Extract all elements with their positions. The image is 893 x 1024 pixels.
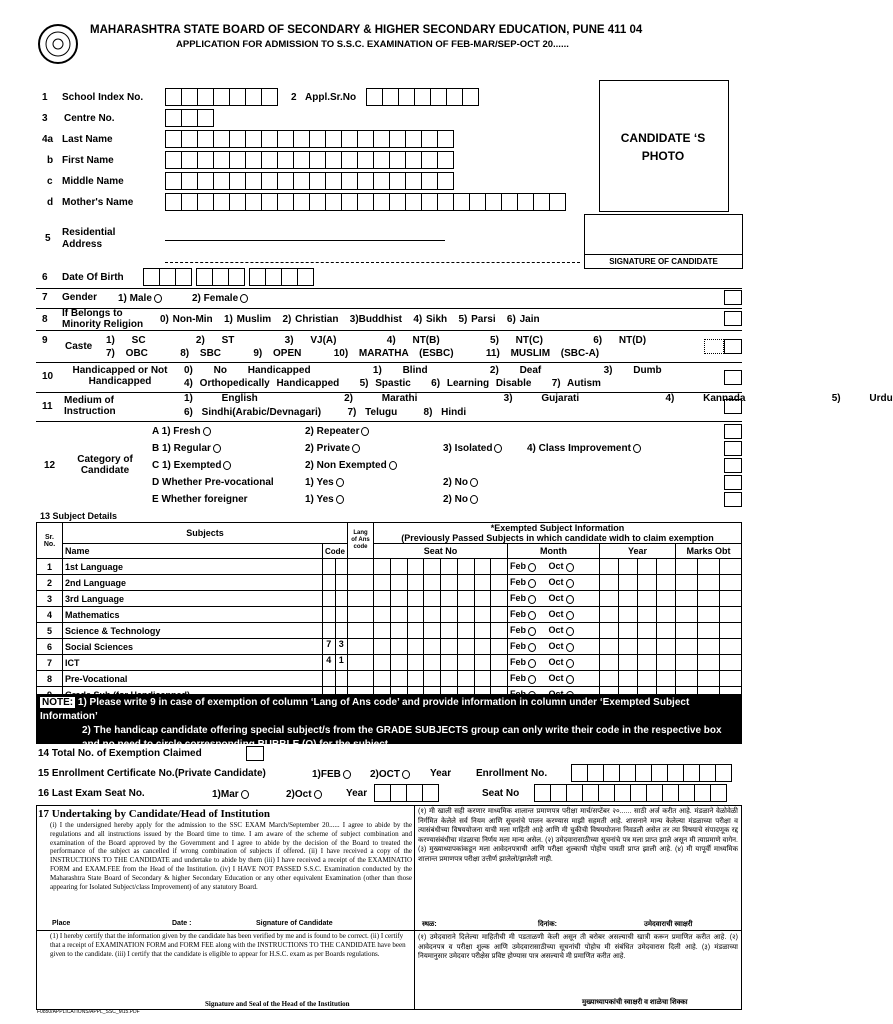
- seat-cell[interactable]: [374, 639, 508, 655]
- cat-box-e[interactable]: [724, 492, 742, 507]
- subject-n: 1: [37, 559, 63, 575]
- minority-box[interactable]: [724, 311, 742, 326]
- seal-icon: [40, 26, 76, 62]
- bubble-icon[interactable]: [389, 461, 397, 470]
- code-digit[interactable]: [323, 623, 336, 638]
- num-8: 8: [42, 314, 48, 325]
- subject-name: 1st Language: [63, 559, 323, 575]
- seat-cell[interactable]: [374, 607, 508, 623]
- minority-options[interactable]: 0) Non-Min 1) Muslim 2) Christian 3)Buddhist 4) Sikh 5) Parsi 6) Jain: [160, 314, 540, 325]
- code-digit[interactable]: [323, 607, 336, 622]
- address-line-1[interactable]: [165, 240, 445, 241]
- note-label: NOTE:: [42, 697, 74, 708]
- code-cell[interactable]: [323, 671, 348, 687]
- note-1: 1) Please write 9 in case of exemption of column ‘Lang of Ans code’ and provide information in column under ‘Exempted Subject Information’: [40, 697, 690, 722]
- code-digit[interactable]: [336, 671, 348, 686]
- cat-box-d[interactable]: [724, 475, 742, 490]
- caste-label: Caste: [65, 341, 93, 352]
- gender-label: Gender: [62, 292, 98, 303]
- bubble-icon[interactable]: [352, 444, 360, 453]
- dob-boxes[interactable]: [143, 268, 313, 286]
- month-cell[interactable]: Feb Oct: [508, 671, 600, 687]
- code-cell[interactable]: [323, 591, 348, 607]
- seat-year-label: Year: [346, 788, 368, 799]
- address-line-2[interactable]: [165, 262, 580, 263]
- gender-box[interactable]: [724, 290, 742, 305]
- code-cell[interactable]: [323, 639, 348, 655]
- exemption-count-label: 14 Total No. of Exemption Claimed: [38, 748, 202, 759]
- seat-mar[interactable]: 1)Mar: [212, 789, 249, 800]
- seat-year-boxes[interactable]: [374, 784, 438, 802]
- cat-a2[interactable]: 2) Repeater: [305, 426, 369, 437]
- address-label: Residential Address: [62, 227, 116, 250]
- cat-d: D Whether Pre-vocational: [152, 477, 274, 488]
- bubble-icon[interactable]: [566, 595, 574, 604]
- place-marathi: स्थळ:: [422, 921, 437, 928]
- month-cell[interactable]: Feb Oct: [508, 591, 600, 607]
- lang-cell[interactable]: [348, 559, 374, 575]
- subject-n: 5: [37, 623, 63, 639]
- bubble-icon[interactable]: [528, 563, 536, 572]
- note-box: [36, 694, 742, 750]
- cat-b3[interactable]: 3) Isolated: [443, 443, 502, 454]
- lang-cell[interactable]: [348, 623, 374, 639]
- last-name-label: Last Name: [62, 134, 113, 145]
- seal-marathi: मुख्याध्यापकांची स्वाक्षरी व शाळेचा शिक्का: [582, 999, 688, 1006]
- bubble-icon[interactable]: [566, 659, 574, 668]
- num-10: 10: [42, 371, 54, 382]
- bubble-icon[interactable]: [470, 478, 478, 487]
- board-seal: [38, 24, 78, 64]
- row-divider: [36, 421, 742, 422]
- code-digit[interactable]: 1: [338, 655, 344, 665]
- dob-label: Date Of Birth: [62, 272, 124, 283]
- enroll-feb[interactable]: 1)FEB: [312, 769, 351, 780]
- subject-n: 6: [37, 639, 63, 655]
- year-cell[interactable]: [600, 559, 676, 575]
- year-cell[interactable]: [600, 591, 676, 607]
- marks-cell[interactable]: [676, 591, 742, 607]
- subject-n: 4: [37, 607, 63, 623]
- candidate-sign-label: Signature of Candidate: [256, 920, 333, 927]
- lang-header: Lang of Ans code: [348, 523, 374, 559]
- marks-header: Marks Obt: [676, 544, 742, 559]
- signature-label: SIGNATURE OF CANDIDATE: [585, 254, 742, 266]
- num-3: 3: [42, 113, 48, 124]
- enroll-no-label: Enrollment No.: [476, 768, 548, 779]
- year-cell[interactable]: [600, 607, 676, 623]
- appl-no-label: Appl.Sr.No: [305, 92, 357, 103]
- code-digit[interactable]: [323, 591, 336, 606]
- marks-cell[interactable]: [676, 671, 742, 687]
- bubble-icon[interactable]: [566, 611, 574, 620]
- bubble-icon[interactable]: [213, 444, 221, 453]
- code-digit[interactable]: [336, 559, 348, 574]
- lang-cell[interactable]: [348, 575, 374, 591]
- seat-cell[interactable]: [374, 591, 508, 607]
- num-d: d: [47, 197, 54, 208]
- exemption-count-box[interactable]: [246, 746, 264, 761]
- cat-a1[interactable]: A 1) Fresh: [152, 426, 211, 437]
- seat-cell[interactable]: [374, 655, 508, 671]
- subject-name: Science & Technology: [63, 623, 323, 639]
- category-label: Category of Candidate: [77, 454, 133, 476]
- marks-cell[interactable]: [676, 639, 742, 655]
- cat-b1[interactable]: B 1) Regular: [152, 443, 221, 454]
- bubble-icon[interactable]: [528, 643, 536, 652]
- row-divider: [36, 930, 414, 931]
- middle-name-boxes[interactable]: [165, 172, 453, 190]
- bubble-icon[interactable]: [336, 495, 344, 504]
- middle-name-label: Middle Name: [62, 176, 124, 187]
- cat-box-b[interactable]: [724, 441, 742, 456]
- cat-b2[interactable]: 2) Private: [305, 443, 360, 454]
- sr-header: Sr. No.: [37, 523, 63, 559]
- cat-b4[interactable]: 4) Class Improvement: [527, 443, 641, 454]
- code-cell[interactable]: [323, 623, 348, 639]
- footer-code: F0850/APPLICATIONS/APPL_SSC_M15.PDF: [37, 1009, 140, 1015]
- cat-box-c[interactable]: [724, 458, 742, 473]
- table-row: [37, 655, 742, 671]
- seat-cell[interactable]: [374, 671, 508, 687]
- undertaking-body: (i) I the undersigned hereby apply for the admission to the SSC EXAM March/September 20...... I agree to abide by the regulations and all instructions issued by the Board time to time. I am aware of the scheme of subject combination and examination of the Board approved by the Government and I agree to abide by the decision of the Board to treated the performance of the subject as cancelled if wrong combination of subjects if offered. (ii) I have received a copy of the INSTRUCTIONS TO THE CANDIDATE and undertake to abide by them (iii) I have received a receipt of the EXAMINATIO FORM and EXAM.FEE from the Head of the Institution. (iv) I HAVE NOT PASSED S.S.C. Examination conducted by the Maharashtra State Board of Secondary & higher Secondary Education or any other equivalent Examination (other than those appearing for Isolated Subject/class Improvement) of any statutory Board.: [50, 821, 412, 891]
- subject-name: Social Sciences: [63, 639, 323, 655]
- subject-name: ICT: [63, 655, 323, 671]
- lang-cell[interactable]: [348, 671, 374, 687]
- bubble-icon[interactable]: [566, 627, 574, 636]
- exempt-header: *Exempted Subject Information: [490, 523, 625, 533]
- row-divider: [36, 330, 742, 331]
- bubble-icon[interactable]: [336, 478, 344, 487]
- last-name-boxes[interactable]: [165, 130, 453, 148]
- mother-name-boxes[interactable]: [165, 193, 565, 211]
- bubble-icon[interactable]: [240, 294, 248, 303]
- caste-box-2[interactable]: [724, 339, 742, 354]
- lang-cell[interactable]: [348, 591, 374, 607]
- month-cell[interactable]: Feb Oct: [508, 575, 600, 591]
- subject-n: 8: [37, 671, 63, 687]
- last-seat-label: 16 Last Exam Seat No.: [38, 788, 145, 799]
- note-2: 2) The handicap candidate offering special subject/s from the GRADE SUBJECTS group can only write their code in the respective box and no need to circle corresponding BUBBLE (O) for the subject: [82, 725, 722, 750]
- medium-row-1[interactable]: 1) English 2) Marathi 3) Gujarati 4) Kannada 5) Urdu: [184, 393, 893, 404]
- num-5: 5: [45, 233, 51, 244]
- bubble-icon[interactable]: [343, 770, 351, 779]
- subject-name: 2nd Language: [63, 575, 323, 591]
- medium-label: Medium of Instruction: [64, 395, 116, 417]
- cat-d2[interactable]: 2) No: [443, 477, 478, 488]
- year-cell[interactable]: [600, 623, 676, 639]
- bubble-icon[interactable]: [470, 495, 478, 504]
- table-row: [37, 639, 742, 655]
- bubble-icon[interactable]: [241, 790, 249, 799]
- bubble-icon[interactable]: [528, 579, 536, 588]
- lang-cell[interactable]: [348, 639, 374, 655]
- seat-no-label: Seat No: [482, 788, 520, 799]
- bubble-icon[interactable]: [223, 461, 231, 470]
- bubble-icon[interactable]: [203, 427, 211, 436]
- name-header: Name: [63, 544, 323, 559]
- subjects-header: Subjects: [63, 523, 348, 544]
- certify-text: (1) I hereby certify that the information given by the candidate has been verified by me and is found to be correct. (ii) I certify that a receipt of EXAMINATION FORM and FORM FEE along with the INSTRUCTIONS TO THE CANDIDATE have been given to the candidate. (iii) I certify that the candidate is eligible to appear for H.S.C. exam as per Boards regulations.: [50, 932, 406, 958]
- num-4a: 4a: [42, 134, 54, 145]
- table-row: [37, 559, 742, 575]
- month-header: Month: [508, 544, 600, 559]
- handicap-label: Handicapped or Not Handicapped: [72, 365, 168, 387]
- year-header: Year: [600, 544, 676, 559]
- code-cell[interactable]: [323, 559, 348, 575]
- subject-name: 3rd Language: [63, 591, 323, 607]
- code-cell[interactable]: [323, 655, 348, 671]
- first-name-boxes[interactable]: [165, 151, 453, 169]
- table-row: [37, 607, 742, 623]
- code-digit[interactable]: 3: [338, 639, 344, 649]
- caste-box[interactable]: [704, 339, 724, 354]
- signature-box[interactable]: [584, 214, 743, 269]
- seat-no-boxes[interactable]: [534, 784, 726, 802]
- bubble-icon[interactable]: [494, 444, 502, 453]
- num-b: b: [47, 155, 54, 166]
- num-11: 11: [42, 401, 53, 412]
- handicap-row-2[interactable]: 4) Orthopedically Handicapped 5) Spastic 6) Learning Disable 7) Autism: [184, 378, 601, 389]
- head-seal-label: Signature and Seal of the Head of the Institution: [205, 1000, 350, 1008]
- cat-box-a[interactable]: [724, 424, 742, 439]
- table-row: [37, 591, 742, 607]
- caste-row-2[interactable]: 7) OBC 8) SBC 9) OPEN 10) MARATHA (ESBC) 11) MUSLIM (SBC-A): [106, 348, 600, 359]
- seat-cell[interactable]: [374, 575, 508, 591]
- code-digit[interactable]: [323, 575, 336, 590]
- section-divider: [36, 288, 742, 289]
- month-cell[interactable]: Feb Oct: [508, 607, 600, 623]
- bubble-icon[interactable]: [528, 675, 536, 684]
- mother-name-label: Mother's Name: [62, 197, 134, 208]
- appl-no-boxes[interactable]: [366, 88, 478, 106]
- cat-e: E Whether foreigner: [152, 494, 248, 505]
- gender-female[interactable]: 2) Female: [192, 293, 248, 304]
- cat-e2[interactable]: 2) No: [443, 494, 478, 505]
- marks-cell[interactable]: [676, 623, 742, 639]
- bubble-icon[interactable]: [154, 294, 162, 303]
- gender-male[interactable]: 1) Male: [118, 293, 162, 304]
- bubble-icon[interactable]: [528, 627, 536, 636]
- bubble-icon[interactable]: [633, 444, 641, 453]
- form-subtitle: APPLICATION FOR ADMISSION TO S.S.C. EXAMINATION OF FEB-MAR/SEP-OCT 20......: [176, 39, 569, 50]
- code-digit[interactable]: 4: [323, 655, 336, 670]
- table-row: [37, 575, 742, 591]
- bubble-icon[interactable]: [566, 675, 574, 684]
- marathi-undertaking: (१) मी खाली सही करणार माध्यमिक शालान्त प्रमाणपत्र परीक्षा मार्च/सप्टेंबर २०...... साठी अर्ज करीत आहे. मंडळाने वेळोवेळी निर्गमित केलेले सर्व नियम आणि सूचनांचे पालन करण्यास माझी सहमती आहे. शासनाने मान्य केलेल्या मंडळाच्या परीक्षा व त्यासंबंधीच्या विषययोजना याची मला माहिती आहे आणि मी चुकीची विषययोजना निवडली असेल तर त्या विषयाचे संपादणूक रद्द करण्यासंबंधीचा मंडळाचा निर्णय मला मान्य असेल. (२) उमेदवारासाठीच्या सूचनांचे पत्र मला प्राप्त झाले असून मी त्याप्रमाणे वागेन. (३) मुख्याध्यापकांकडून मला आवेदनपत्राची आणि परीक्षा शुल्काची पोहोच पावती प्राप्त झाली आहे. (४) मी यापूर्वी माध्यमिक शालान्त प्रमाणपत्र परीक्षा उत्तीर्ण झालेलो/झालेली नाही.: [418, 808, 738, 863]
- row-divider: [414, 930, 742, 931]
- date-label: Date :: [172, 920, 192, 927]
- num-2: 2: [291, 92, 297, 103]
- lang-cell[interactable]: [348, 655, 374, 671]
- cat-c2[interactable]: 2) Non Exempted: [305, 460, 397, 471]
- undertaking-title: 17 Undertaking by Candidate/Head of Institution: [38, 808, 270, 820]
- num-7: 7: [42, 292, 48, 303]
- school-index-label: School Index No.: [62, 92, 144, 103]
- marks-cell[interactable]: [676, 559, 742, 575]
- cat-c1[interactable]: C 1) Exempted: [152, 460, 231, 471]
- row-divider: [36, 362, 742, 363]
- month-cell[interactable]: Feb Oct: [508, 623, 600, 639]
- bubble-icon[interactable]: [361, 427, 369, 436]
- photo-box: [599, 80, 729, 212]
- year-cell[interactable]: [600, 639, 676, 655]
- subject-table: [36, 522, 742, 703]
- enroll-oct[interactable]: 2)OCT: [370, 769, 410, 780]
- code-digit[interactable]: [336, 591, 348, 606]
- caste-row-1[interactable]: 1) SC 2) ST 3) VJ(A) 4) NT(B) 5) NT(C) 6) NT(D): [106, 335, 647, 346]
- cat-e1[interactable]: 1) Yes: [305, 494, 344, 505]
- table-row: [37, 671, 742, 687]
- subject-name: Mathematics: [63, 607, 323, 623]
- bubble-icon[interactable]: [528, 595, 536, 604]
- code-digit[interactable]: [323, 559, 336, 574]
- table-row: [37, 623, 742, 639]
- code-cell[interactable]: [323, 575, 348, 591]
- place-label: Place: [52, 920, 71, 927]
- board-title: MAHARASHTRA STATE BOARD OF SECONDARY & HIGHER SECONDARY EDUCATION, PUNE 411 04: [90, 24, 643, 36]
- bubble-icon[interactable]: [402, 770, 410, 779]
- centre-boxes[interactable]: [165, 109, 213, 127]
- seat-cell[interactable]: [374, 559, 508, 575]
- lang-cell[interactable]: [348, 607, 374, 623]
- medium-row-2[interactable]: 6) Sindhi(Arabic/Devnagari) 7) Telugu 8) Hindi: [184, 407, 467, 418]
- sign-marathi: उमेदवाराची स्वाक्षरी: [644, 921, 693, 928]
- code-digit[interactable]: [323, 671, 336, 686]
- exempt-sub: (Previously Passed Subjects in which candidate widh to claim exemption: [401, 533, 714, 543]
- code-cell[interactable]: [323, 607, 348, 623]
- subject-n: 3: [37, 591, 63, 607]
- seat-cell[interactable]: [374, 623, 508, 639]
- photo-label: CANDIDATE ‘S PHOTO: [620, 131, 706, 163]
- handicap-row-1[interactable]: 0) No Handicapped 1) Blind 2) Deaf 3) Dumb: [184, 365, 662, 376]
- marathi-certify: (१) उमेदवाराने दिलेल्या माहितीची मी पडताळणी केली असून ती बरोबर असल्याची खात्री करून प्रमाणित करीत आहे. (२) आवेदनपत्र व परीक्षा शुल्क आणि उमेदवारासाठीच्या सूचनांची पोहोच मी संबंधित उमेदवारास दिली आहे. (३) मंडळाच्या नियमानुसार उमेदवार परीक्षेस प्रविष्ट होण्यास पात्र असल्याचे मी प्रमाणित करीत आहे.: [418, 934, 738, 960]
- num-c: c: [47, 176, 53, 187]
- bubble-icon[interactable]: [528, 659, 536, 668]
- code-header: Code: [323, 544, 348, 559]
- code-digit[interactable]: 7: [323, 639, 336, 654]
- month-cell[interactable]: Feb Oct: [508, 639, 600, 655]
- subjects-title: 13 Subject Details: [40, 511, 118, 521]
- marks-cell[interactable]: [676, 575, 742, 591]
- num-1: 1: [42, 92, 48, 103]
- num-12: 12: [44, 460, 56, 471]
- bubble-icon[interactable]: [566, 579, 574, 588]
- seat-header: Seat No: [374, 544, 508, 559]
- code-digit[interactable]: [336, 623, 348, 638]
- first-name-label: First Name: [62, 155, 114, 166]
- bubble-icon[interactable]: [528, 611, 536, 620]
- bubble-icon[interactable]: [566, 643, 574, 652]
- date-marathi: दिनांक:: [538, 921, 557, 928]
- bubble-icon[interactable]: [314, 790, 322, 799]
- year-cell[interactable]: [600, 671, 676, 687]
- enroll-year-label: Year: [430, 768, 452, 779]
- year-cell[interactable]: [600, 575, 676, 591]
- minority-label: If Belongs to Minority Religion: [62, 308, 144, 330]
- enroll-no-boxes[interactable]: [571, 764, 731, 782]
- handicap-box[interactable]: [724, 370, 742, 385]
- subject-n: 7: [37, 655, 63, 671]
- bubble-icon[interactable]: [566, 563, 574, 572]
- subject-name: Pre-Vocational: [63, 671, 323, 687]
- subject-n: 2: [37, 575, 63, 591]
- school-index-boxes[interactable]: [165, 88, 277, 106]
- marks-cell[interactable]: [676, 655, 742, 671]
- year-cell[interactable]: [600, 655, 676, 671]
- cat-d1[interactable]: 1) Yes: [305, 477, 344, 488]
- enrollment-label: 15 Enrollment Certificate No.(Private Candidate): [38, 768, 266, 779]
- code-digit[interactable]: [336, 607, 348, 622]
- marks-cell[interactable]: [676, 607, 742, 623]
- month-cell[interactable]: Feb Oct: [508, 559, 600, 575]
- seat-oct[interactable]: 2)Oct: [286, 789, 322, 800]
- medium-box[interactable]: [724, 399, 742, 414]
- num-9: 9: [42, 335, 48, 346]
- month-cell[interactable]: Feb Oct: [508, 655, 600, 671]
- undertaking-divider: [414, 805, 415, 1010]
- centre-label: Centre No.: [64, 113, 115, 124]
- num-6: 6: [42, 272, 48, 283]
- code-digit[interactable]: [336, 575, 348, 590]
